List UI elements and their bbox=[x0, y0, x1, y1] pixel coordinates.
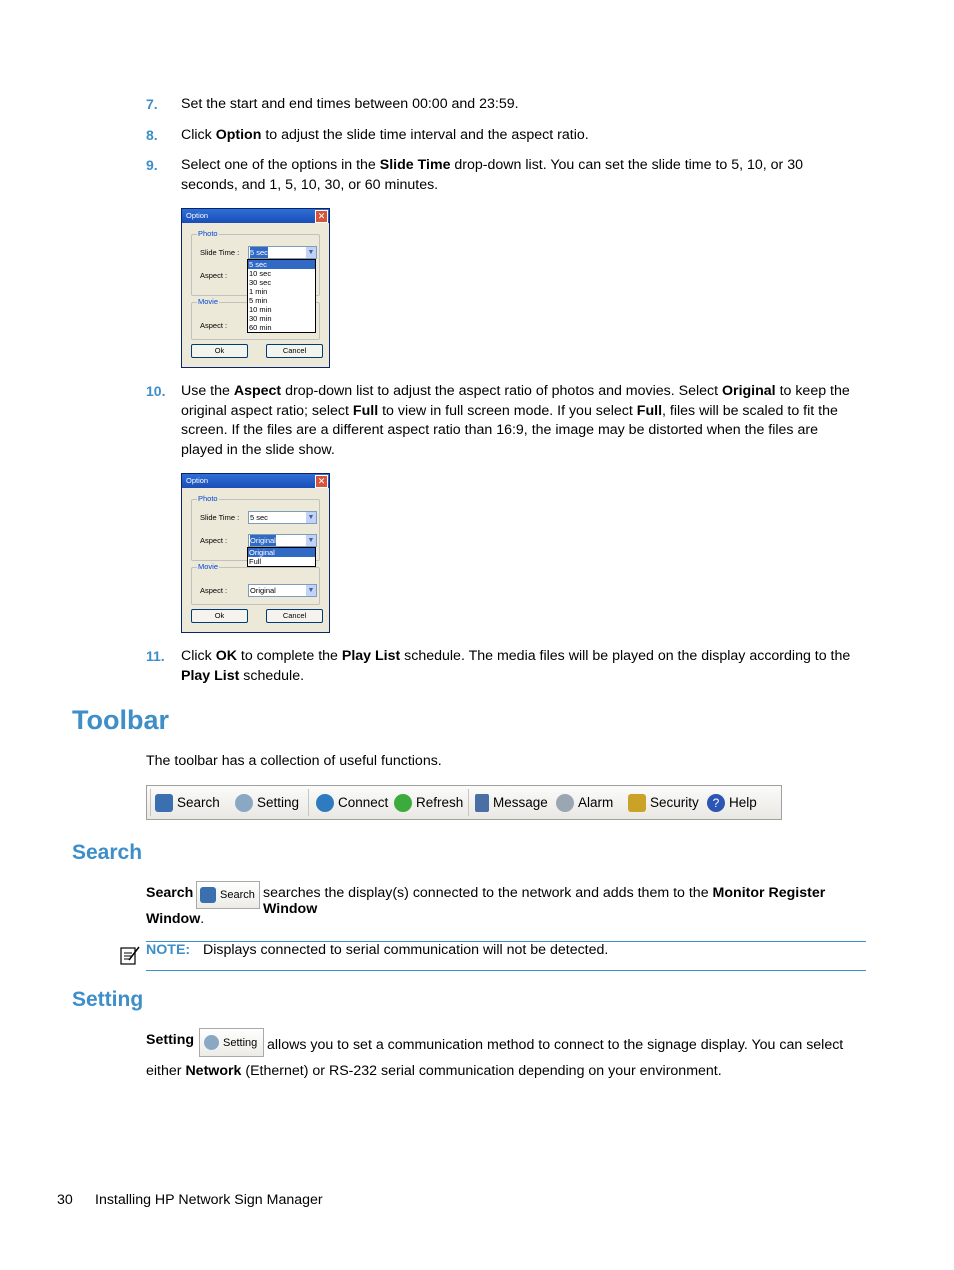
note-label: NOTE: bbox=[146, 942, 191, 958]
page-number: 30 bbox=[57, 1192, 73, 1208]
step-number: 8. bbox=[146, 127, 158, 143]
setting-term: Setting bbox=[146, 1032, 195, 1048]
slide-time-select[interactable] bbox=[248, 511, 317, 524]
step-text: Set the start and end times between 00:00 and 23:59. bbox=[181, 96, 519, 112]
note-icon bbox=[119, 944, 141, 966]
ok-button[interactable]: Ok bbox=[191, 609, 248, 623]
slide-option[interactable]: 30 sec bbox=[249, 278, 272, 287]
step-number: 7. bbox=[146, 96, 158, 112]
setting-button-label: Setting bbox=[223, 1036, 258, 1049]
movie-group-label: Movie bbox=[198, 297, 219, 306]
footer-title: Installing HP Network Sign Manager bbox=[95, 1192, 323, 1208]
search-term: Search bbox=[146, 885, 194, 901]
lock-icon bbox=[628, 794, 646, 812]
toolbar-item-label: Connect bbox=[338, 795, 389, 810]
cancel-button[interactable]: Cancel bbox=[266, 344, 323, 358]
toolbar-item-label: Refresh bbox=[416, 795, 464, 810]
aspect-label: Aspect : bbox=[200, 271, 228, 280]
photo-group-label: Photo bbox=[198, 494, 218, 503]
toolbar-illustration bbox=[146, 785, 782, 820]
aspect-label: Aspect : bbox=[200, 536, 228, 545]
slide-option[interactable]: 30 min bbox=[249, 314, 272, 323]
section-heading-toolbar: Toolbar bbox=[72, 705, 169, 735]
aspect-options-list[interactable] bbox=[247, 547, 316, 567]
slide-option[interactable]: 1 min bbox=[249, 287, 268, 296]
slide-time-select[interactable] bbox=[248, 246, 317, 259]
search-button-image bbox=[196, 881, 260, 909]
toolbar-intro: The toolbar has a collection of useful functions. bbox=[146, 753, 442, 769]
chevron-down-icon[interactable]: ▼ bbox=[307, 514, 315, 521]
toolbar-refresh[interactable] bbox=[394, 786, 463, 819]
slide-option[interactable]: 10 sec bbox=[249, 269, 272, 278]
close-icon[interactable]: ✕ bbox=[315, 475, 328, 488]
toolbar-security[interactable] bbox=[628, 786, 699, 819]
toolbar-item-label: Security bbox=[650, 795, 699, 810]
globe-icon bbox=[316, 794, 334, 812]
chevron-down-icon[interactable]: ▼ bbox=[307, 249, 315, 256]
dialog-titlebar bbox=[182, 209, 329, 223]
aspect-value: Original bbox=[250, 536, 276, 545]
step-number: 11. bbox=[146, 648, 165, 664]
step-text: Use the Aspect drop-down list to adjust the aspect ratio of photos and movies. Select Original to keep the original aspect ratio; select Full to view in full screen mode. If you select Full, files will be scaled to fit the screen. If the files are a different aspect ratio than 16:9, the image may be distorted when the files are played in the slide show. bbox=[181, 383, 850, 458]
chevron-down-icon[interactable]: ▼ bbox=[307, 537, 315, 544]
dialog-title: Option bbox=[186, 476, 209, 485]
section-heading-search: Search bbox=[72, 841, 143, 864]
search-icon bbox=[200, 887, 216, 903]
dialog-title: Option bbox=[186, 211, 209, 220]
ok-button[interactable]: Ok bbox=[191, 344, 248, 358]
slide-time-label: Slide Time : bbox=[200, 248, 240, 257]
step-number: 10. bbox=[146, 383, 166, 399]
search-button-label: Search bbox=[220, 889, 255, 901]
step-text: Click Option to adjust the slide time interval and the aspect ratio. bbox=[181, 127, 589, 143]
chevron-down-icon[interactable]: ▼ bbox=[307, 587, 315, 594]
step-number: 9. bbox=[146, 157, 158, 173]
aspect-select[interactable] bbox=[248, 534, 317, 547]
toolbar-item-label: Setting bbox=[257, 795, 300, 810]
slide-option[interactable]: 10 min bbox=[249, 305, 272, 314]
search-description: searches the display(s) connected to the network and adds them to the Monitor Register Window bbox=[263, 885, 826, 917]
toolbar-item-label: Search bbox=[177, 795, 220, 810]
movie-aspect-select[interactable] bbox=[248, 584, 317, 597]
aspect-option[interactable]: Full bbox=[249, 557, 262, 566]
toolbar-message[interactable] bbox=[475, 786, 548, 819]
movie-aspect-value: Original bbox=[250, 586, 276, 595]
toolbar-item-label: Alarm bbox=[578, 795, 614, 810]
help-icon: ? bbox=[707, 794, 725, 812]
close-icon[interactable]: ✕ bbox=[315, 210, 328, 223]
step-text: Select one of the options in the Slide Time drop-down list. You can set the slide time to 5, 10, or 30 seconds, and 1, 5, 10, 30, or 60 minutes. bbox=[181, 157, 804, 193]
slide-option[interactable]: 60 min bbox=[249, 323, 272, 332]
option-dialog-slide-time bbox=[181, 208, 330, 368]
toolbar-item-label: Message bbox=[493, 795, 548, 810]
toolbar-search[interactable] bbox=[155, 786, 220, 819]
slide-time-options-list[interactable] bbox=[247, 259, 316, 333]
search-icon bbox=[155, 794, 173, 812]
slide-time-value: 5 sec bbox=[250, 248, 268, 257]
movie-group-label: Movie bbox=[198, 562, 219, 571]
toolbar-item-label: Help bbox=[729, 795, 757, 810]
aspect-label: Aspect : bbox=[200, 321, 228, 330]
section-heading-setting: Setting bbox=[72, 988, 144, 1011]
gear-icon bbox=[235, 794, 253, 812]
photo-group-label: Photo bbox=[198, 229, 218, 238]
aspect-label: Aspect : bbox=[200, 586, 228, 595]
cancel-button[interactable]: Cancel bbox=[266, 609, 323, 623]
slide-option[interactable]: 5 sec bbox=[248, 260, 315, 269]
note-text: Displays connected to serial communication will not be detected. bbox=[203, 942, 609, 958]
toolbar-help[interactable] bbox=[707, 786, 757, 819]
slide-time-label: Slide Time : bbox=[200, 513, 240, 522]
setting-description: allows you to set a communication method to connect to the signage display. You can select either Network (Ethernet) or RS-232 serial communication depending on your environment. bbox=[146, 1037, 844, 1079]
option-dialog-aspect bbox=[181, 473, 330, 633]
refresh-icon bbox=[394, 794, 412, 812]
search-description-end: Window. bbox=[146, 911, 205, 927]
toolbar-alarm[interactable] bbox=[556, 786, 613, 819]
step-text: Click OK to complete the Play List schedule. The media files will be played on the display according to the Play List schedule. bbox=[181, 648, 851, 684]
toolbar-connect[interactable] bbox=[316, 786, 388, 819]
toolbar-setting[interactable] bbox=[235, 786, 299, 819]
movie-group bbox=[191, 562, 320, 605]
aspect-option[interactable]: Original bbox=[248, 548, 315, 557]
slide-option[interactable]: 5 min bbox=[249, 296, 268, 305]
alarm-icon bbox=[556, 794, 574, 812]
slide-time-value: 5 sec bbox=[250, 513, 268, 522]
note-bottom-rule bbox=[146, 970, 866, 971]
dialog-titlebar bbox=[182, 474, 329, 488]
message-icon bbox=[475, 794, 489, 812]
